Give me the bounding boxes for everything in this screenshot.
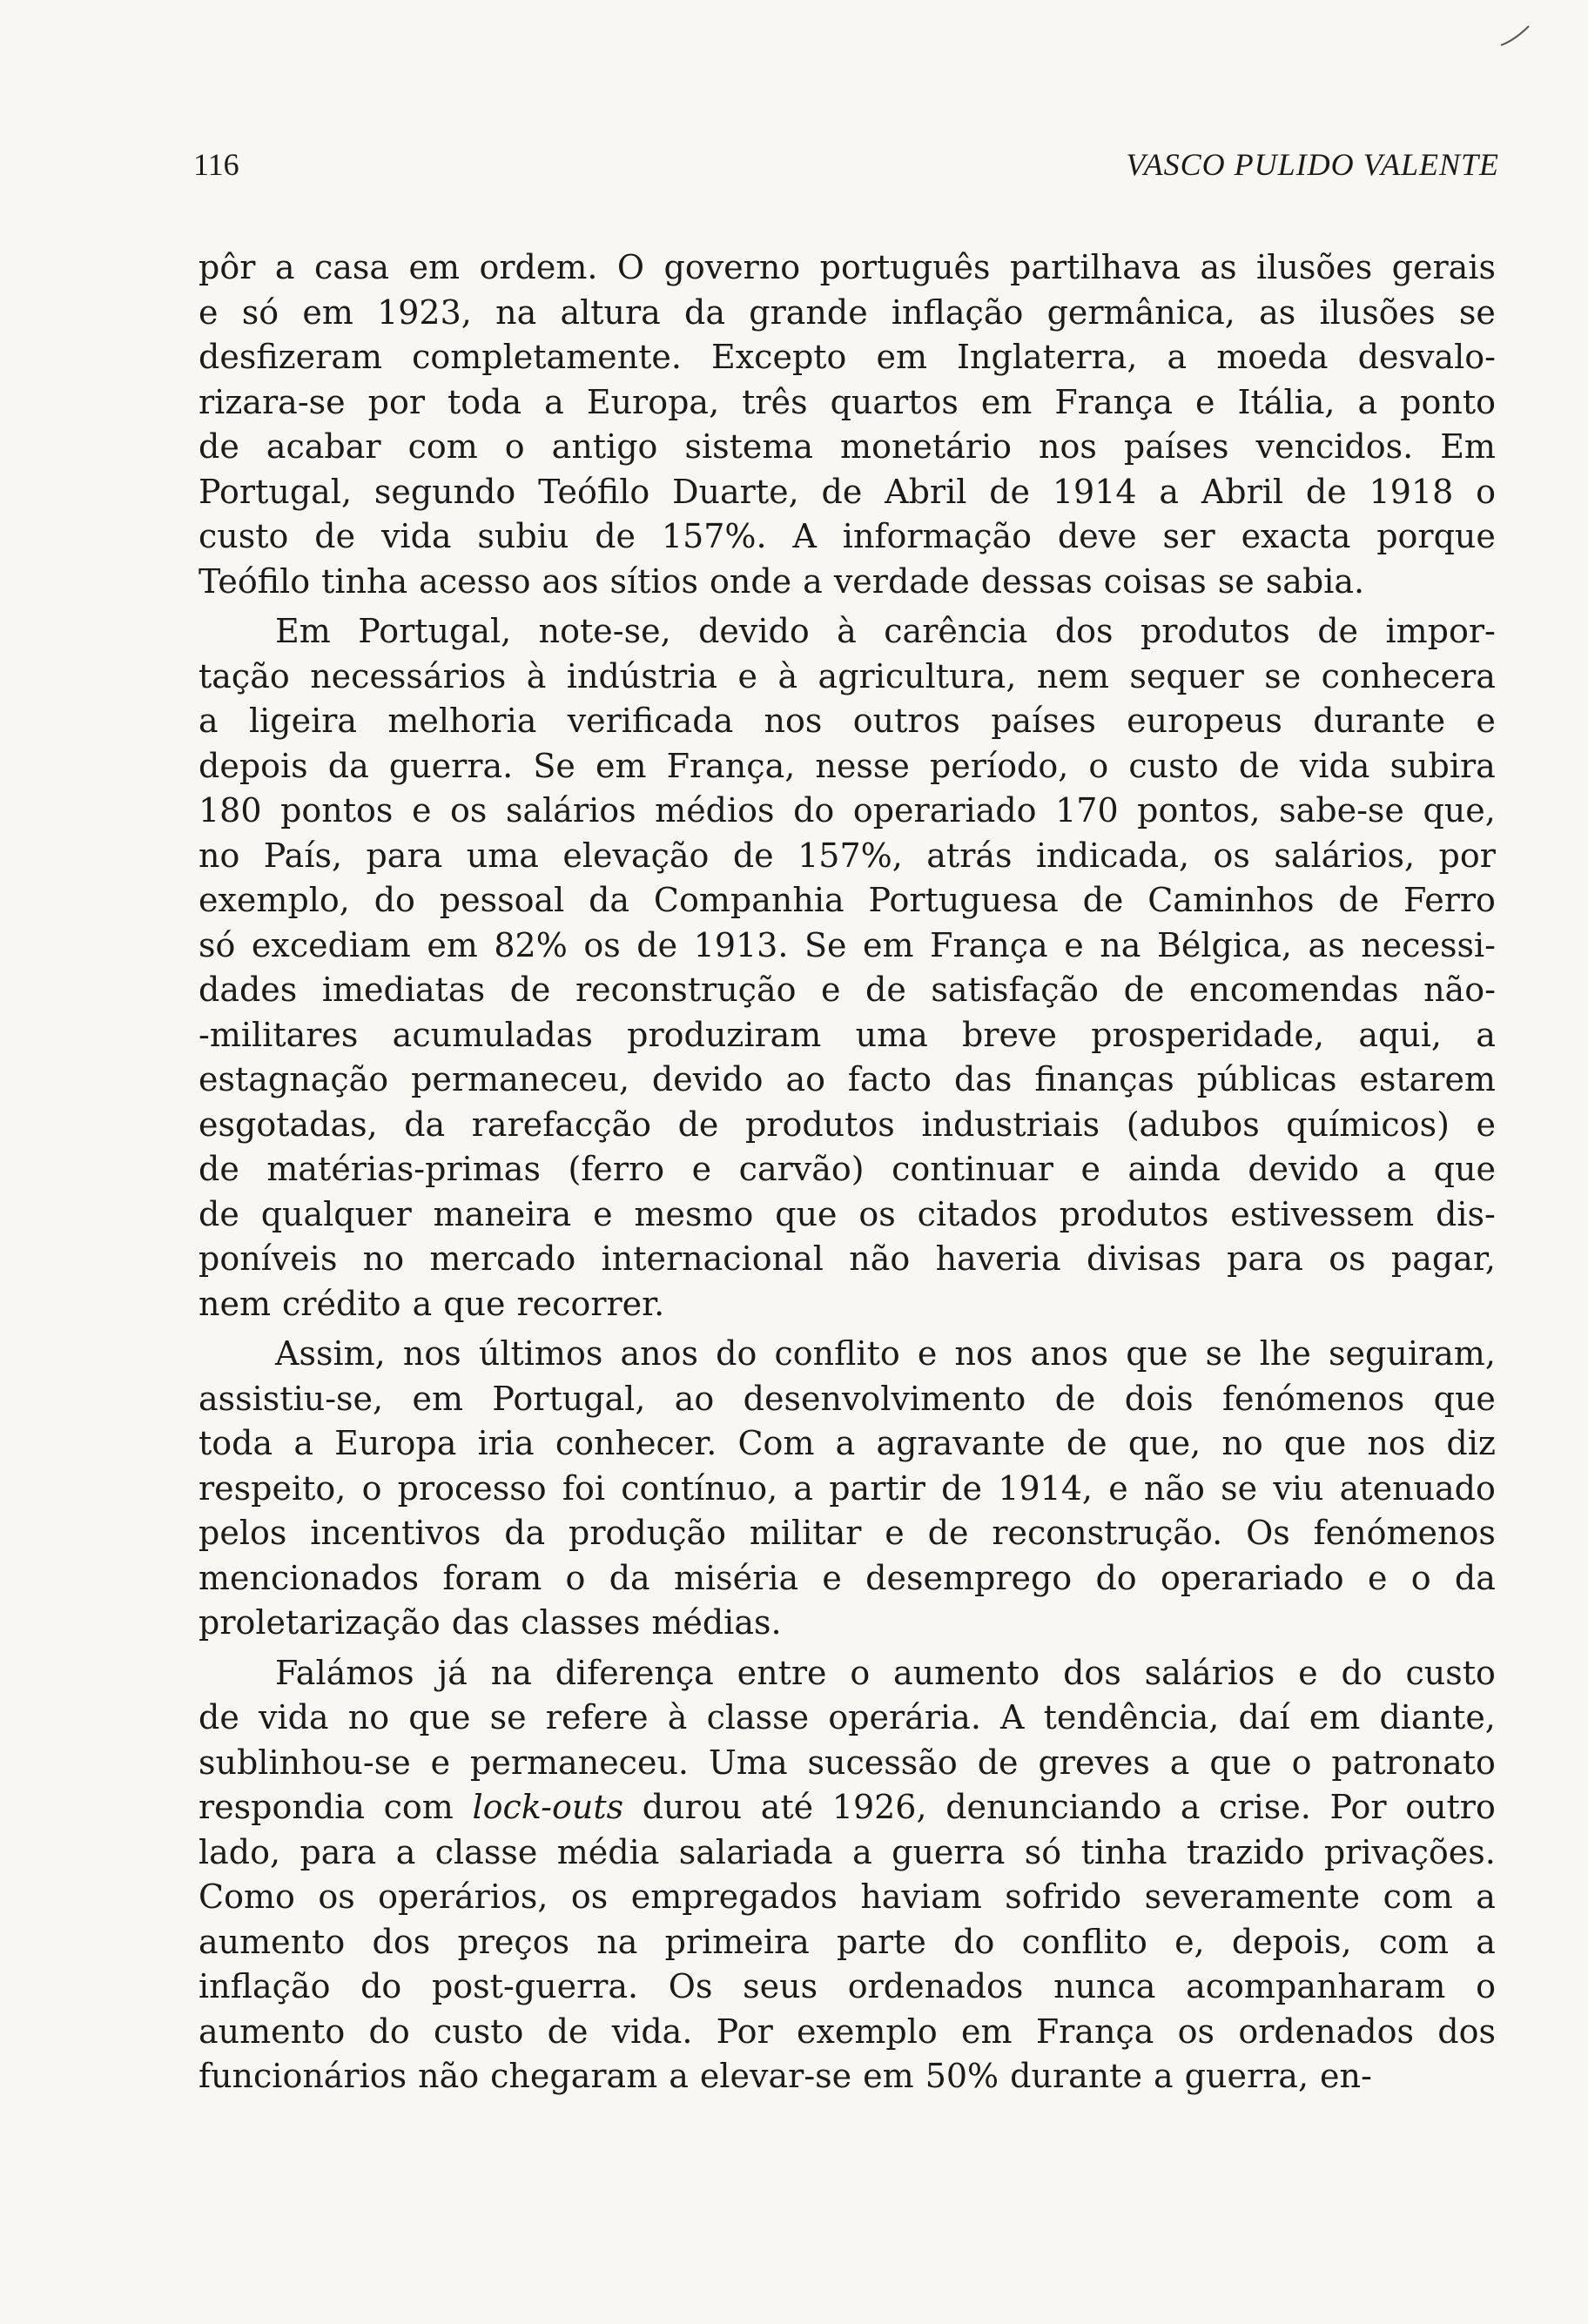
pen-mark <box>1497 23 1532 49</box>
paragraph <box>198 609 1496 1327</box>
paragraph <box>198 1332 1496 1646</box>
text-line: esgotadas, da rarefacção de produtos industriais (adubos químicos) e <box>198 1105 1496 1144</box>
text-line: de acabar com o antigo sistema monetário nos países vencidos. Em <box>198 427 1496 466</box>
running-head <box>193 146 1499 198</box>
running-title: VASCO PULIDO VALENTE <box>1126 147 1499 182</box>
text-line: pelos incentivos da produção militar e de reconstrução. Os fenómenos <box>198 1514 1496 1552</box>
text-line: inflação do post-guerra. Os seus ordenados nunca acompanharam o <box>198 1967 1496 2005</box>
text-line: no País, para uma elevação de 157%, atrás indicada, os salários, por <box>198 836 1496 875</box>
text-line: a ligeira melhoria verificada nos outros países europeus durante e <box>198 702 1496 740</box>
text-line: e só em 1923, na altura da grande inflação germânica, as ilusões se <box>198 292 1496 332</box>
text-line: Teófilo tinha acesso aos sítios onde a verdade dessas coisas se sabia. <box>198 561 1365 601</box>
text-line: assistiu-se, em Portugal, ao desenvolvimento de dois fenómenos que <box>198 1379 1496 1418</box>
page-number: 116 <box>193 147 239 182</box>
text-line: dades imediatas de reconstrução e de satisfação de encomendas não- <box>198 971 1496 1009</box>
text-line: rizara-se por toda a Europa, três quartos em França e Itália, a ponto <box>198 382 1496 421</box>
body-text <box>198 245 1496 2099</box>
text-line: de qualquer maneira e mesmo que os citados produtos estivessem dis- <box>198 1194 1496 1233</box>
paragraph <box>198 245 1496 604</box>
text-line: depois da guerra. Se em França, nesse período, o custo de vida subira <box>198 746 1496 785</box>
text-line: exemplo, do pessoal da Companhia Portuguesa de Caminhos de Ferro <box>198 881 1496 919</box>
text-line: estagnação permaneceu, devido ao facto das finanças públicas estarem <box>198 1060 1496 1098</box>
text-line: nem crédito a que recorrer. <box>198 1284 665 1323</box>
text-line: Falámos já na diferença entre o aumento dos salários e do custo <box>275 1653 1496 1692</box>
text-line: pôr a casa em ordem. O governo português partilhava as ilusões gerais <box>198 248 1496 286</box>
text-line: respondia com lock-outs durou até 1926, denunciando a crise. Por outro <box>198 1788 1496 1826</box>
text-line: Como os operários, os empregados haviam sofrido severamente com a <box>198 1877 1496 1916</box>
text-line: sublinhou-se e permaneceu. Uma sucessão de greves a que o patronato <box>198 1743 1496 1782</box>
text-line: mencionados foram o da miséria e desemprego do operariado e o da <box>198 1558 1496 1597</box>
text-line: lado, para a classe média salariada a guerra só tinha trazido privações. <box>198 1832 1496 1871</box>
text-line: aumento dos preços na primeira parte do conflito e, depois, com a <box>198 1922 1496 1961</box>
text-line: desfizeram completamente. Excepto em Inglaterra, a moeda desvalo- <box>198 338 1496 376</box>
text-line: poníveis no mercado internacional não haveria divisas para os pagar, <box>198 1239 1496 1278</box>
text-line: de matérias-primas (ferro e carvão) continuar e ainda devido a que <box>198 1150 1496 1188</box>
text-line: respeito, o processo foi contínuo, a partir de 1914, e não se viu atenuado <box>198 1468 1496 1508</box>
text-line: Assim, nos últimos anos do conflito e nos anos que se lhe seguiram, <box>275 1334 1496 1373</box>
text-line: 180 pontos e os salários médios do operariado 170 pontos, sabe-se que, <box>198 791 1496 830</box>
text-line: -militares acumuladas produziram uma breve prosperidade, aqui, a <box>198 1015 1496 1054</box>
text-line: custo de vida subiu de 157%. A informação deve ser exacta porque <box>198 517 1496 555</box>
text-line: funcionários não chegaram a elevar-se em 50% durante a guerra, en- <box>198 2057 1372 2095</box>
text-line: Em Portugal, note-se, devido à carência dos produtos de impor- <box>275 612 1496 650</box>
text-line: toda a Europa iria conhecer. Com a agravante de que, no que nos diz <box>198 1424 1496 1462</box>
text-line: Portugal, segundo Teófilo Duarte, de Abril de 1914 a Abril de 1918 o <box>198 472 1496 511</box>
paragraph <box>198 1651 1496 2099</box>
text-line: de vida no que se refere à classe operária. A tendência, daí em diante, <box>198 1698 1496 1736</box>
text-line: só excediam em 82% os de 1913. Se em França e na Bélgica, as necessi- <box>198 925 1496 964</box>
text-line: aumento do custo de vida. Por exemplo em França os ordenados dos <box>198 2012 1496 2051</box>
text-line: tação necessários à indústria e à agricultura, nem sequer se conhecera <box>198 656 1496 695</box>
text-line: proletarização das classes médias. <box>198 1603 782 1642</box>
